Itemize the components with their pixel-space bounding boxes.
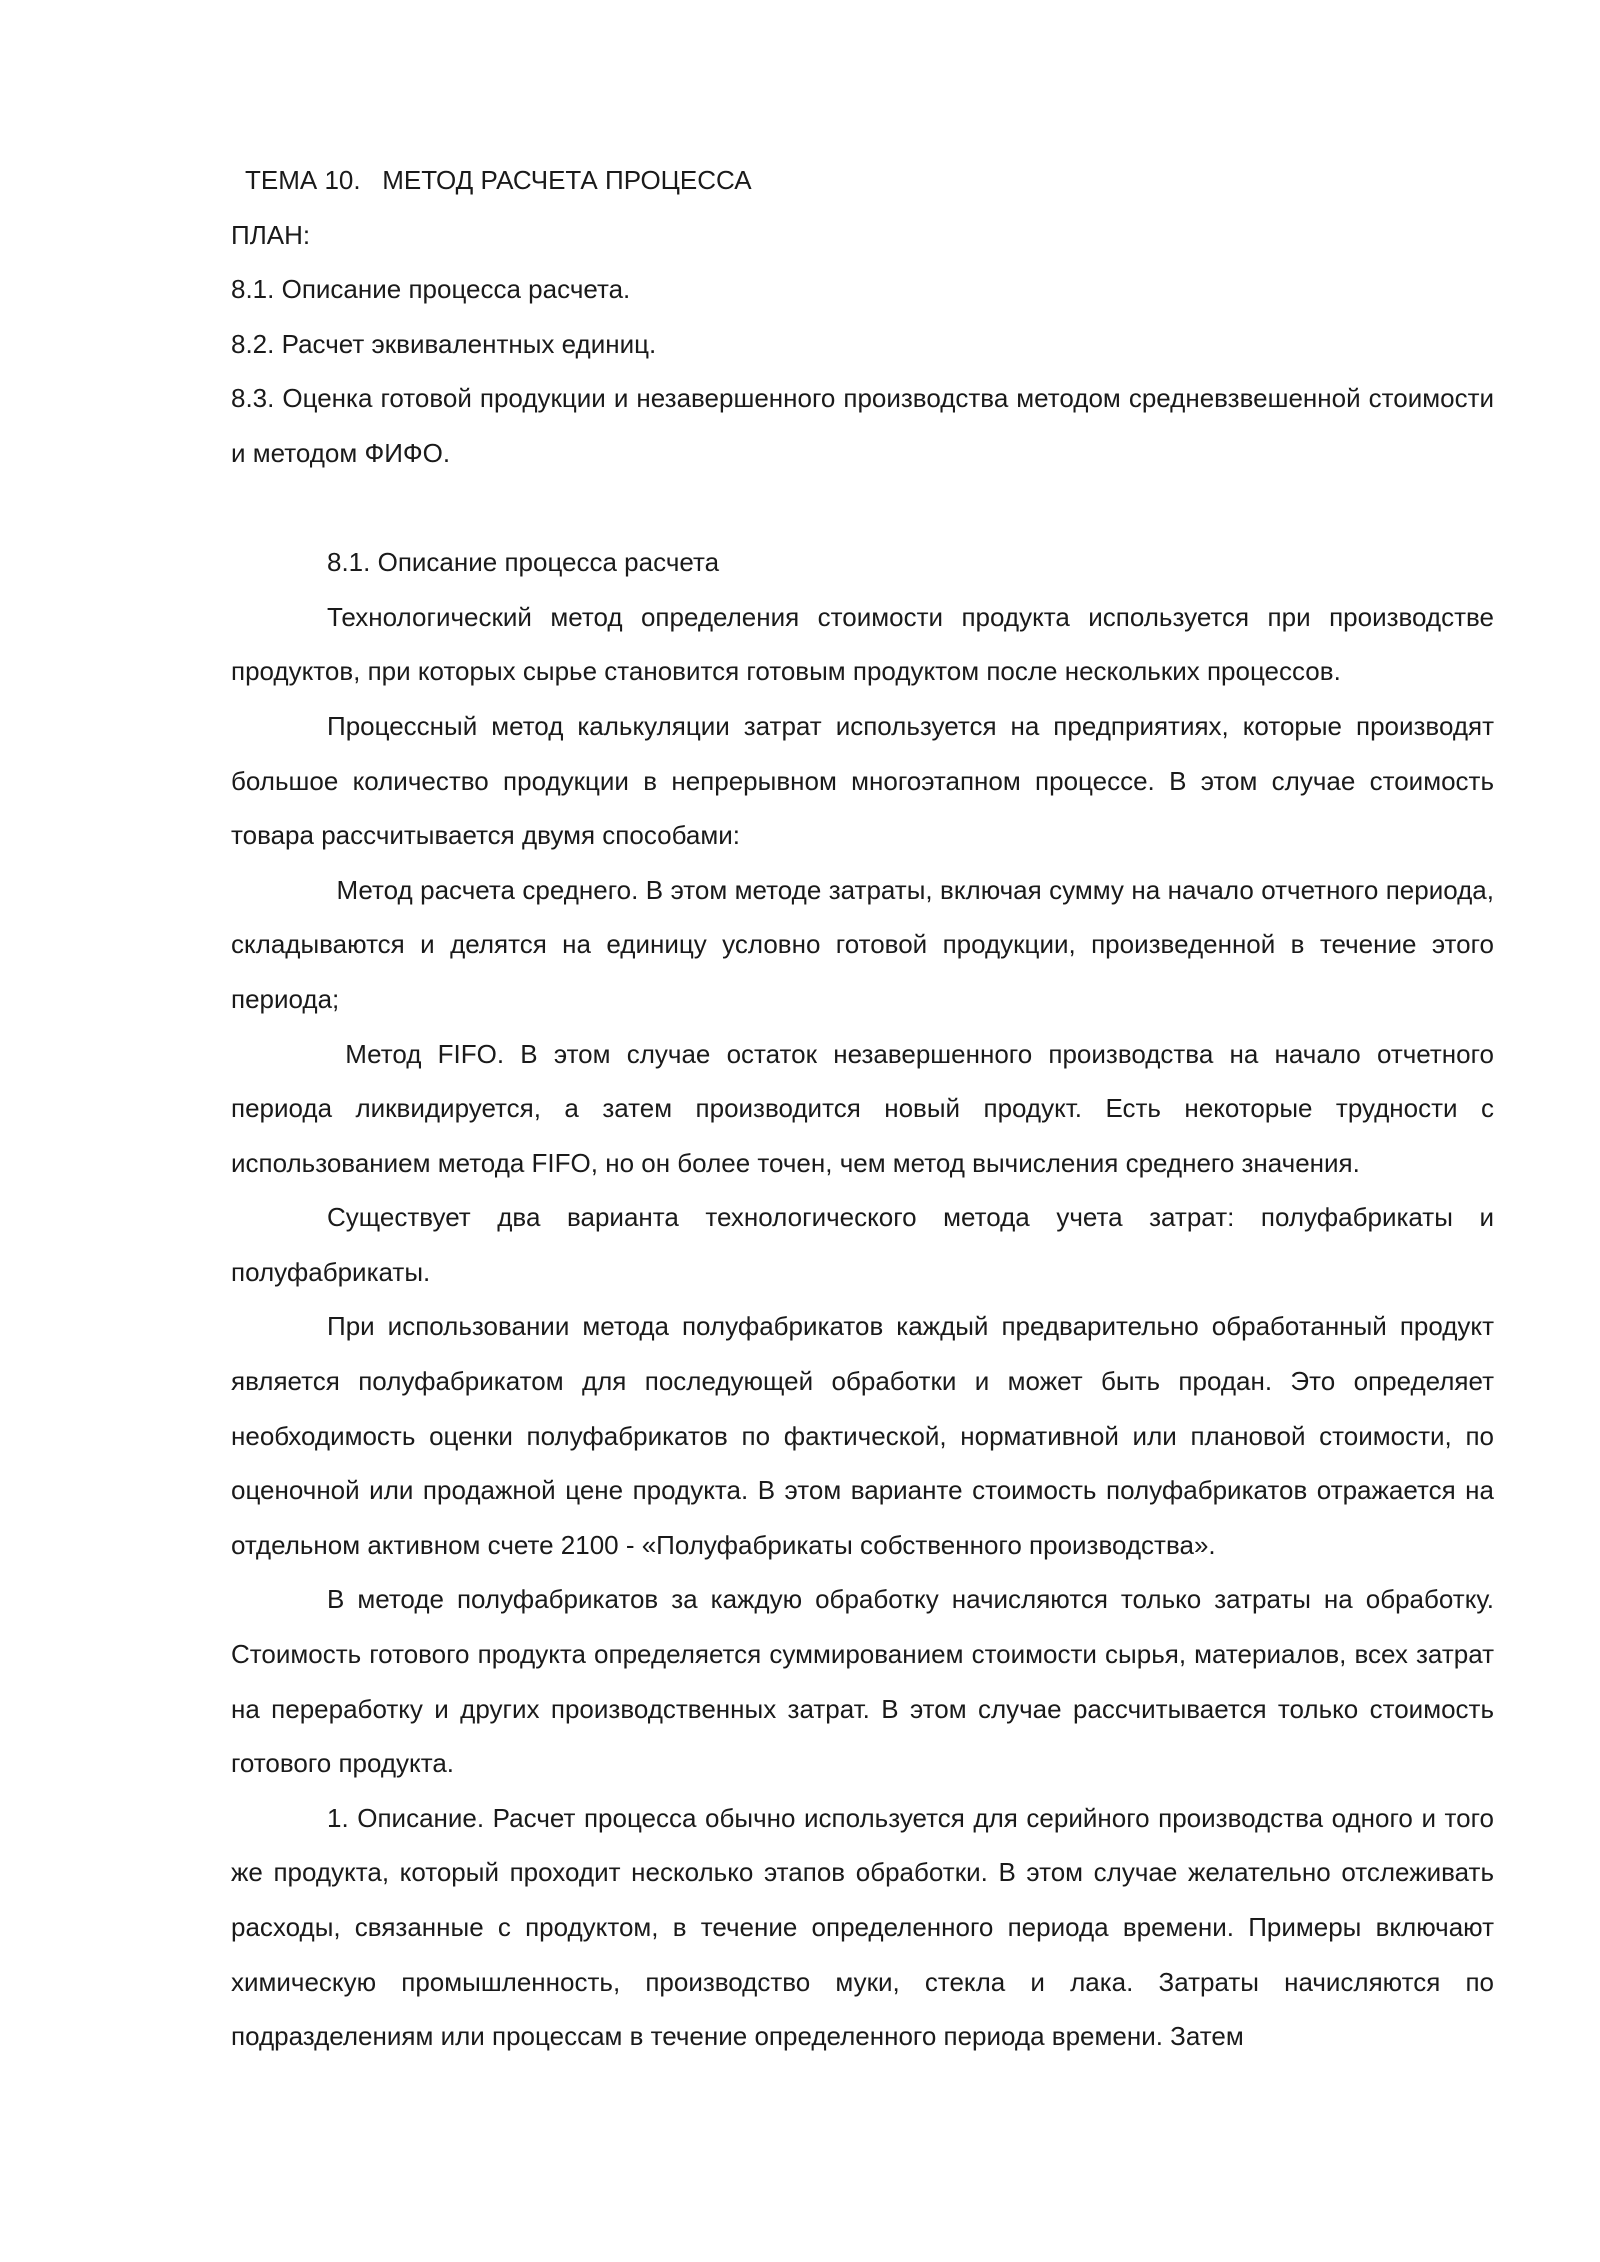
paragraph: Технологический метод определения стоимости продукта используется при производстве продуктов, при которых сырье становится готовым продуктом после нескольких процессов. [231,601,1494,687]
blank-line [231,481,1494,536]
bullet-item [231,863,1494,1027]
plan-item: 8.1. Описание процесса расчета. [231,274,631,305]
paragraph: Процессный метод калькуляции затрат используется на предприятиях, которые производят большое количество продукции в непрерывном многоэтапном процессе. В этом случае стоимость товара рассчитывается двумя способами: [231,710,1494,851]
document-title: ТЕМА 10. МЕТОД РАСЧЕТА ПРОЦЕССА [245,165,752,195]
bullet-item [231,1027,1494,1191]
plan-item: 8.2. Расчет эквивалентных единиц. [231,328,657,359]
section-title: 8.1. Описание процесса расчета [327,547,720,578]
bullet-text: Метод расчета среднего. В этом методе затраты, включая сумму на начало отчетного периода, складываются и делятся на единицу условно готовой продукции, произведенной в течение этого периода; [231,874,1494,1014]
plan-item: 8.3. Оценка готовой продукции и незавершенного производства методом средневзвешенной стоимости и методом ФИФО. [231,383,1494,468]
paragraph: 1. Описание. Расчет процесса обычно используется для серийного производства одного и того же продукта, который проходит несколько этапов обработки. В этом случае желательно отслеживать расходы, связанные с продуктом, в течение определенного периода времени. Примеры включают химическую промышленность, производство муки, стекла и лака. Затраты начисляются по подразделениям или процессам в течение определенного периода времени. Затем [231,1802,1494,2052]
document-body [231,153,1494,2064]
paragraph: При использовании метода полуфабрикатов каждый предварительно обработанный продукт является полуфабрикатом для последующей обработки и может быть продан. Это определяет необходимость оценки полуфабрикатов по фактической, нормативной или плановой стоимости, по оценочной или продажной цене продукта. В этом варианте стоимость полуфабрикатов отражается на отдельном активном счете 2100 - «Полуфабрикаты собственного производства». [231,1311,1494,1560]
plan-label: ПЛАН: [231,219,311,250]
paragraph: В методе полуфабрикатов за каждую обработку начисляются только затраты на обработку. Стоимость готового продукта определяется суммированием стоимости сырья, материалов, всех затрат на переработку и других производственных затрат. В этом случае рассчитывается только стоимость готового продукта. [231,1584,1494,1779]
paragraph: Существует два варианта технологического метода учета затрат: полуфабрикаты и полуфабрикаты. [231,1202,1494,1287]
bullet-text: Метод FIFO. В этом случае остаток незавершенного производства на начало отчетного периода ликвидируется, а затем производится новый продукт. Есть некоторые трудности с использованием метода FIFO, но он более точен, чем метод вычисления среднего значения. [231,1038,1494,1178]
